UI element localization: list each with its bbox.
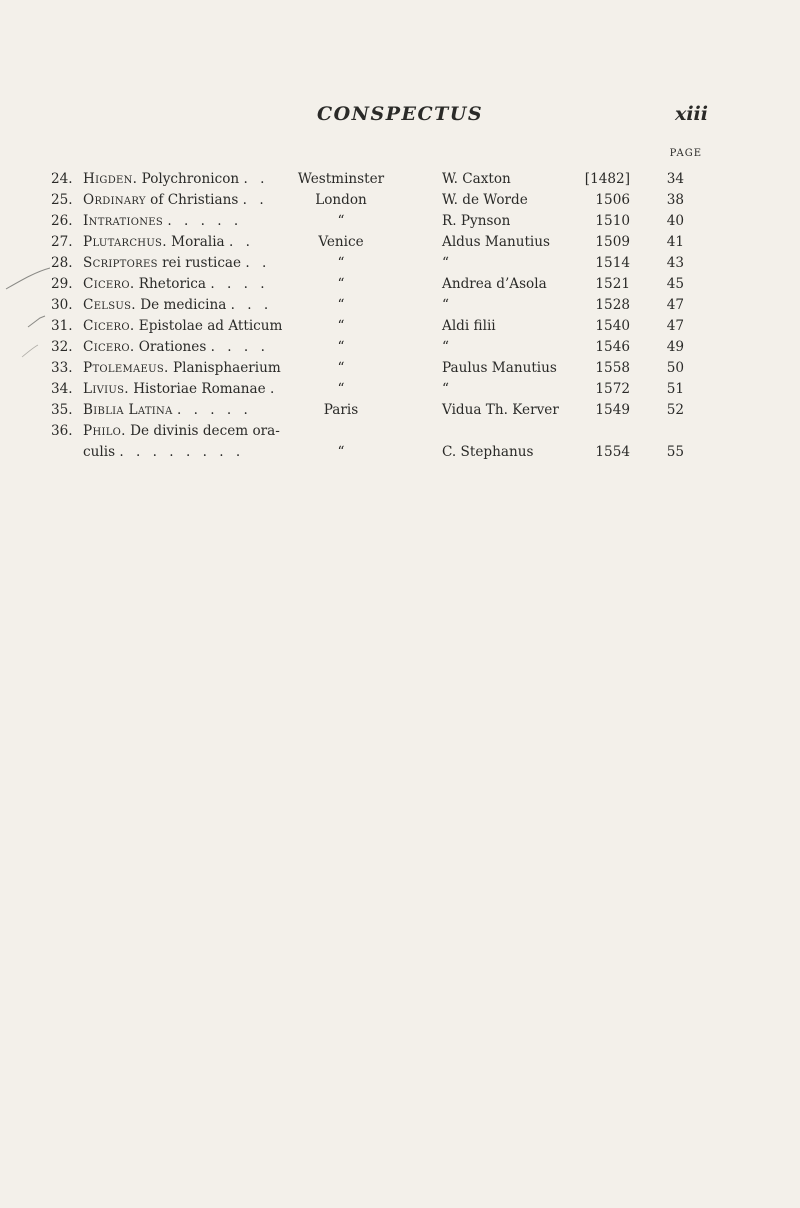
entry-number: 36. — [51, 423, 73, 439]
entry-work: Historiae Romanae — [133, 381, 266, 397]
entry-author: Philo. — [83, 423, 126, 439]
entry-page: 38 — [666, 192, 684, 208]
entry-number: 25. — [51, 192, 73, 208]
entry-work: rei rusticae — [162, 255, 242, 271]
entry-title — [83, 211, 242, 232]
entry-year: 1549 — [595, 402, 630, 418]
entry-author: Celsus. — [83, 297, 136, 313]
entry-author: Cicero. — [83, 318, 135, 334]
entry-printer: W. de Worde — [442, 192, 528, 208]
entry-number: 24. — [51, 171, 73, 187]
table-row — [0, 379, 800, 400]
entry-title — [83, 190, 268, 211]
entry-place: London — [315, 192, 367, 208]
leader-dots: . . . . — [210, 276, 269, 292]
entry-title — [83, 421, 280, 463]
entry-page: 51 — [666, 381, 684, 397]
entry-number: 35. — [51, 402, 73, 418]
table-row — [0, 421, 800, 463]
leader-dots: . . — [229, 234, 254, 250]
entry-page: 41 — [666, 234, 684, 250]
entry-printer: “ — [442, 381, 449, 397]
table-row — [0, 253, 800, 274]
entry-title — [83, 358, 281, 379]
entry-year: 1554 — [595, 444, 630, 460]
entry-title — [83, 337, 269, 358]
entry-place: “ — [337, 255, 345, 271]
leader-dots: . . — [243, 171, 269, 187]
entry-author: Ptolemaeus. — [83, 360, 169, 376]
entry-number: 30. — [51, 297, 73, 313]
entry-author: Cicero. — [83, 276, 135, 292]
entry-page: 34 — [666, 171, 684, 187]
entry-printer: Aldus Manutius — [442, 234, 550, 250]
entry-year: 1528 — [595, 297, 630, 313]
entry-place: Venice — [318, 234, 364, 250]
entry-work: Planisphaerium — [172, 360, 281, 376]
entry-title — [83, 379, 278, 400]
entry-title — [83, 316, 282, 337]
entry-printer: Aldi filii — [442, 318, 496, 334]
entry-place: Westminster — [297, 171, 385, 187]
entry-place: Paris — [323, 402, 359, 418]
table-row — [0, 316, 800, 337]
table-row — [0, 295, 800, 316]
table-row — [0, 190, 800, 211]
entry-title — [83, 253, 270, 274]
table-row — [0, 400, 800, 421]
entry-author: Higden. — [83, 171, 138, 187]
leader-dots: . . . — [230, 297, 273, 313]
entry-author: Intrationes — [83, 213, 164, 229]
leader-dots: . . . . — [210, 339, 269, 355]
entry-work: Moralia — [171, 234, 225, 250]
entry-printer: “ — [442, 297, 449, 313]
entry-number: 32. — [51, 339, 73, 355]
page-column-label: PAGE — [669, 148, 702, 159]
entry-printer: Paulus Manutius — [442, 360, 557, 376]
entry-page: 52 — [666, 402, 684, 418]
leader-dots: . . . . . . . . — [119, 444, 245, 460]
entry-work-continued — [83, 442, 280, 463]
entry-number: 29. — [51, 276, 73, 292]
entry-author: Ordinary — [83, 192, 146, 208]
entry-year: [1482] — [584, 171, 630, 187]
entry-page: 50 — [666, 360, 684, 376]
entry-printer: W. Caxton — [442, 171, 511, 187]
entry-place: “ — [337, 339, 345, 355]
entry-year: 1509 — [595, 234, 630, 250]
entry-place: “ — [337, 444, 345, 460]
entry-number: 27. — [51, 234, 73, 250]
entry-place: “ — [337, 318, 345, 334]
entry-page: 43 — [666, 255, 684, 271]
entry-printer: “ — [442, 339, 449, 355]
entry-title — [83, 274, 269, 295]
entry-printer: R. Pynson — [442, 213, 511, 229]
entry-place: “ — [337, 360, 345, 376]
entry-printer: Vidua Th. Kerver — [442, 402, 559, 418]
entry-number: 31. — [51, 318, 73, 334]
page-header — [0, 103, 800, 133]
entry-page: 47 — [666, 297, 684, 313]
leader-dots: . . . . . — [176, 402, 252, 418]
table-row — [0, 232, 800, 253]
entry-year: 1558 — [595, 360, 630, 376]
entry-place: “ — [337, 213, 345, 229]
table-row — [0, 169, 800, 190]
entry-printer: “ — [442, 255, 449, 271]
entry-printer: Andrea d’Asola — [442, 276, 547, 292]
entry-author: Plutarchus. — [83, 234, 167, 250]
entry-number: 34. — [51, 381, 73, 397]
entry-work: De divinis decem ora- — [130, 423, 280, 439]
entry-year: 1540 — [595, 318, 630, 334]
entry-page: 47 — [666, 318, 684, 334]
entry-title — [83, 169, 268, 190]
entry-work: Epistolae ad Atticum — [138, 318, 283, 334]
entry-title — [83, 232, 254, 253]
entry-number: 28. — [51, 255, 73, 271]
entry-printer: C. Stephanus — [442, 444, 534, 460]
leader-dots: . . — [242, 192, 268, 208]
running-title: CONSPECTUS — [316, 103, 484, 125]
entry-work: Orationes — [138, 339, 207, 355]
entry-number: 33. — [51, 360, 73, 376]
entry-year: 1514 — [595, 255, 630, 271]
table-row — [0, 358, 800, 379]
entry-title — [83, 295, 272, 316]
entry-place: “ — [337, 297, 345, 313]
entry-page: 55 — [666, 444, 684, 460]
entry-year: 1546 — [595, 339, 630, 355]
table-row — [0, 211, 800, 232]
entry-number: 26. — [51, 213, 73, 229]
entry-place: “ — [337, 381, 345, 397]
entry-author: Biblia Latina — [83, 402, 173, 418]
entry-page: 49 — [666, 339, 684, 355]
entry-work: De medicina — [140, 297, 227, 313]
entry-author: Livius. — [83, 381, 129, 397]
entry-work: Rhetorica — [138, 276, 207, 292]
leader-dots: . . — [245, 255, 271, 271]
leader-dots: . — [269, 381, 279, 397]
leader-dots: . . . . . — [167, 213, 243, 229]
entry-year: 1506 — [595, 192, 630, 208]
entry-year: 1510 — [595, 213, 630, 229]
entry-year: 1521 — [595, 276, 630, 292]
entry-author: Cicero. — [83, 339, 135, 355]
entry-author: Scriptores — [83, 255, 158, 271]
entry-page: 40 — [666, 213, 684, 229]
entry-year: 1572 — [595, 381, 630, 397]
entry-work-line2: culis — [83, 444, 116, 460]
conspectus-table — [0, 169, 800, 463]
entry-page: 45 — [666, 276, 684, 292]
entry-work: of Christians — [150, 192, 239, 208]
entry-work: Polychronicon — [141, 171, 240, 187]
table-row — [0, 337, 800, 358]
table-row — [0, 274, 800, 295]
entry-place: “ — [337, 276, 345, 292]
entry-title — [83, 400, 252, 421]
page-number: xiii — [675, 103, 708, 125]
